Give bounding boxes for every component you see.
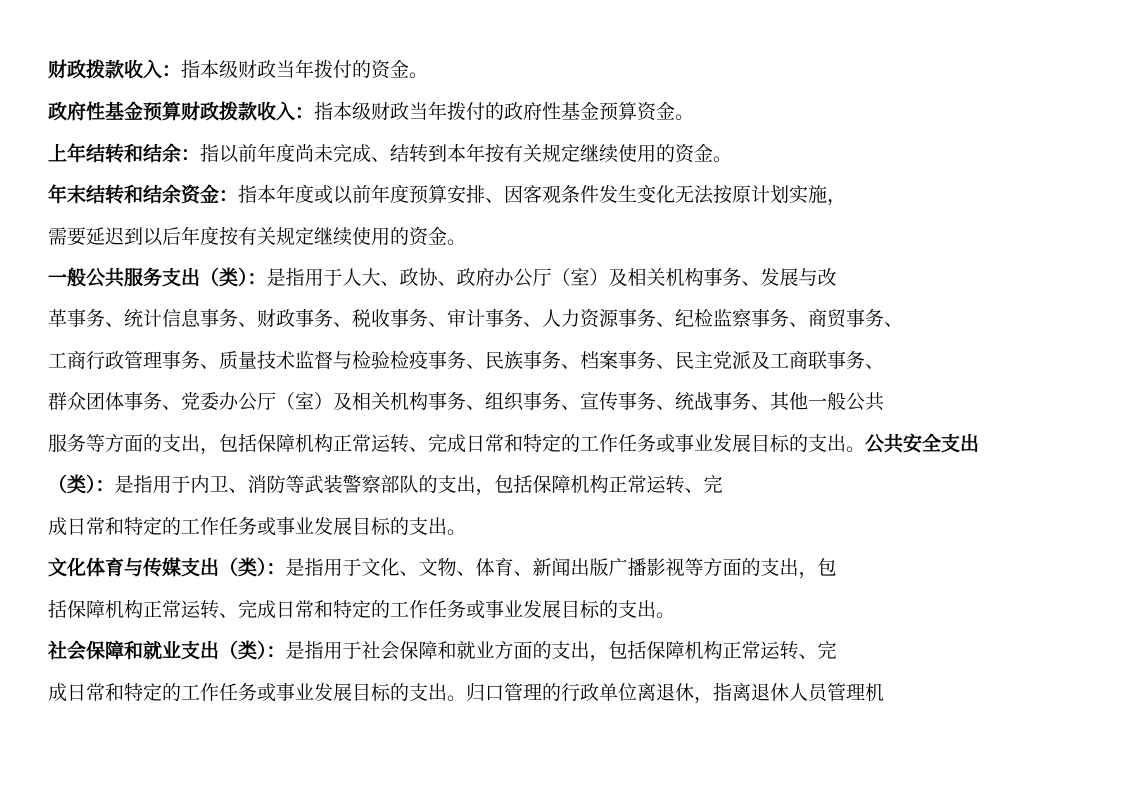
definition-text: 群众团体事务、党委办公厅（室）及相关机构事务、组织事务、宣传事务、统战事务、其他一般公共 [48,391,885,413]
definition-text: 革事务、统计信息事务、财政事务、税收事务、审计事务、人力资源事务、纪检监察事务、商贸事务、 [48,308,904,330]
paragraph-line [48,596,675,624]
paragraph-line [48,388,884,416]
paragraph-line [48,513,466,541]
definition-text: 工商行政管理事务、质量技术监督与检验检疫事务、民族事务、档案事务、民主党派及工商联事务、 [48,350,885,372]
term-heading: 财政拨款收入： [48,59,182,81]
term-heading: 文化体育与传媒支出（类）： [48,557,286,579]
paragraph-line [48,223,466,251]
definition-text: 是指用于社会保障和就业方面的支出，包括保障机构正常运转、完 [285,640,837,662]
term-heading: （类）： [48,474,115,496]
definition-text: 指本级财政当年拨付的政府性基金预算资金。 [314,101,695,123]
definition-text: 指本年度或以前年度预算安排、因客观条件发生变化无法按原计划实施， [238,184,847,206]
paragraph-line [48,430,979,458]
term-heading: 上年结转和结余： [48,143,201,165]
term-heading: 一般公共服务支出（类）： [48,267,267,289]
definition-text: 是指用于文化、文物、体育、新闻出版广播影视等方面的支出，包 [285,557,837,579]
paragraph-line [48,264,837,292]
paragraph-line [48,471,723,499]
definition-text: 指以前年度尚未完成、结转到本年按有关规定继续使用的资金。 [200,143,733,165]
paragraph-line [48,347,884,375]
paragraph-line [48,98,694,126]
definition-text: 指本级财政当年拨付的资金。 [181,59,429,81]
definition-text: 成日常和特定的工作任务或事业发展目标的支出。归口管理的行政单位离退休，指离退休人员管理机 [48,682,885,704]
definition-text: 成日常和特定的工作任务或事业发展目标的支出。 [48,516,467,538]
term-heading: 公共安全支出 [865,433,980,455]
definition-text: 是指用于人大、政协、政府办公厅（室）及相关机构事务、发展与改 [266,267,837,289]
definition-text: 是指用于内卫、消防等武装警察部队的支出，包括保障机构正常运转、完 [114,474,723,496]
definition-text: 需要延迟到以后年度按有关规定继续使用的资金。 [48,226,467,248]
term-heading: 社会保障和就业支出（类）： [48,640,286,662]
definition-text: 括保障机构正常运转、完成日常和特定的工作任务或事业发展目标的支出。 [48,599,676,621]
paragraph-line [48,637,837,665]
term-heading: 政府性基金预算财政拨款收入： [48,101,315,123]
paragraph-line [48,56,428,84]
definition-text: 服务等方面的支出，包括保障机构正常运转、完成日常和特定的工作任务或事业发展目标的支出。 [48,433,866,455]
paragraph-line [48,140,732,168]
term-heading: 年末结转和结余资金： [48,184,239,206]
paragraph-line [48,305,903,333]
paragraph-line [48,181,846,209]
paragraph-line [48,554,837,582]
paragraph-line [48,679,884,707]
